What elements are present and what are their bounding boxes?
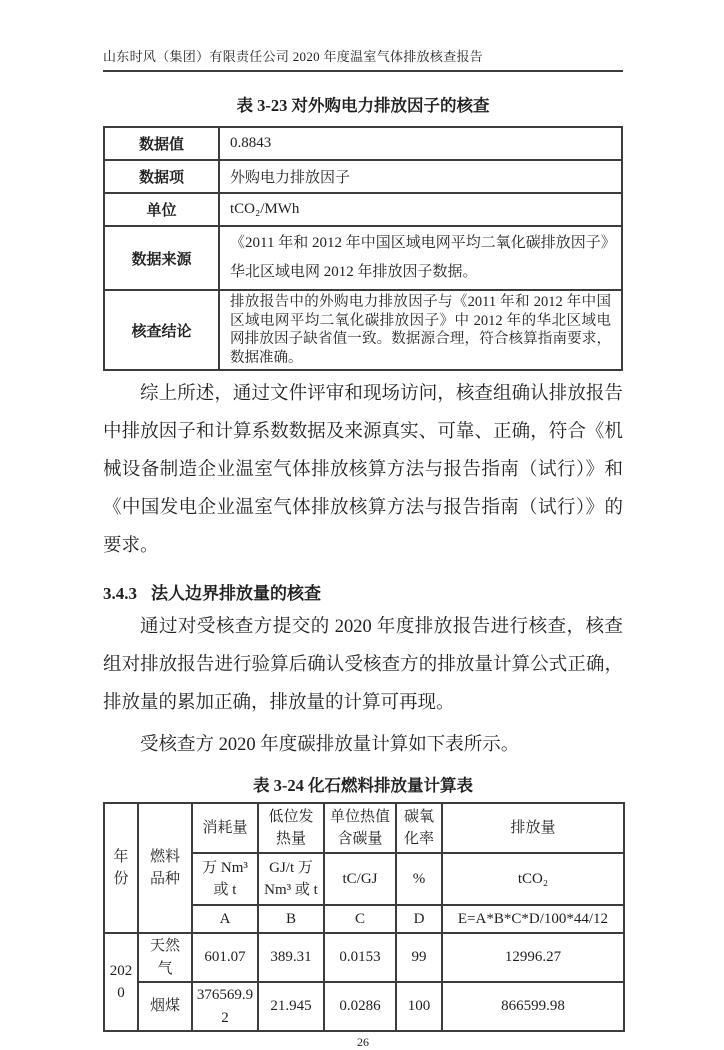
fuel-cell: 天然气 xyxy=(138,933,192,982)
table-3-23-title: 表 3-23 对外购电力排放因子的核查 xyxy=(236,96,490,115)
row-label: 数据值 xyxy=(104,127,219,160)
row-label: 单位 xyxy=(104,193,219,226)
header-row-names xyxy=(104,803,624,853)
col-header: 排放量 xyxy=(442,803,624,853)
value-cell: 376569.92 xyxy=(192,982,258,1031)
table-row xyxy=(104,127,622,160)
fuel-header-cell: 燃料品种 xyxy=(138,803,192,933)
section-title: 法人边界排放量的核查 xyxy=(151,584,321,603)
table-row xyxy=(104,160,622,193)
row-value: 外购电力排放因子 xyxy=(219,160,622,193)
table-3-24 xyxy=(103,802,625,1032)
value-cell: 21.945 xyxy=(258,982,324,1031)
value-cell: 12996.27 xyxy=(442,933,624,982)
value-cell: 100 xyxy=(396,982,442,1031)
col-code: A xyxy=(192,905,258,933)
table-row xyxy=(104,290,622,370)
section-number: 3.4.3 xyxy=(103,584,137,603)
data-row-natural-gas xyxy=(104,933,624,982)
col-code: E=A*B*C*D/100*44/12 xyxy=(442,905,624,933)
row-label: 数据来源 xyxy=(104,226,219,290)
table-row xyxy=(104,226,622,290)
col-header: 消耗量 xyxy=(192,803,258,853)
value-cell: 866599.98 xyxy=(442,982,624,1031)
row-value: tCO₂/MWh xyxy=(219,193,622,226)
col-unit: % xyxy=(396,853,442,905)
value-cell: 99 xyxy=(396,933,442,982)
col-unit: tCO₂ xyxy=(442,853,624,905)
col-unit: 万 Nm³ 或 t xyxy=(192,853,258,905)
row-value: 0.8843 xyxy=(219,127,622,160)
section-heading-3-4-3 xyxy=(103,579,623,604)
value-cell: 389.31 xyxy=(258,933,324,982)
row-value: 排放报告中的外购电力排放因子与《2011 年和 2012 年中国区域电网平均二氧化碳排放因子》中 2012 年的华北区域电网排放因子缺省值一致。数据源合理，符合核算指南要求，数据准确。 xyxy=(219,290,622,370)
col-code: B xyxy=(258,905,324,933)
paragraph-table-intro: 受核查方 2020 年度碳排放量计算如下表所示。 xyxy=(140,735,520,755)
paragraph-summary: 综上所述，通过文件评审和现场访问，核查组确认排放报告中排放因子和计算系数数据及来源真实、可靠、正确，符合《机械设备制造企业温室气体排放核算方法与报告指南（试行）》和《中国发电企业温室气体排放核算方法与报告指南（试行）》的要求。 xyxy=(103,384,623,556)
report-title: 山东时风（集团）有限责任公司 2020 年度温室气体排放核查报告 xyxy=(103,49,484,64)
col-header: 低位发热量 xyxy=(258,803,324,853)
fuel-cell: 烟煤 xyxy=(138,982,192,1031)
table-3-24-title: 表 3-24 化石燃料排放量计算表 xyxy=(253,776,473,795)
value-cell: 0.0153 xyxy=(324,933,396,982)
col-unit: GJ/t 万 Nm³ 或 t xyxy=(258,853,324,905)
row-label: 核查结论 xyxy=(104,290,219,370)
col-code: D xyxy=(396,905,442,933)
row-value: 《2011 年和 2012 年中国区域电网平均二氧化碳排放因子》华北区域电网 2012 年排放因子数据。 xyxy=(219,226,622,290)
page-number: 26 xyxy=(357,1035,369,1049)
year-cell: 2020 xyxy=(104,933,138,1031)
table-3-23 xyxy=(103,126,623,371)
running-header xyxy=(103,46,623,72)
paragraph-check: 通过对受核查方提交的 2020 年度排放报告进行核查，核查组对排放报告进行验算后确认受核查方的排放量计算公式正确，排放量的累加正确，排放量的计算可再现。 xyxy=(103,617,623,713)
year-header-cell: 年份 xyxy=(104,803,138,933)
value-cell: 601.07 xyxy=(192,933,258,982)
table-row xyxy=(104,193,622,226)
value-cell: 0.0286 xyxy=(324,982,396,1031)
col-header: 单位热值含碳量 xyxy=(324,803,396,853)
col-unit: tC/GJ xyxy=(324,853,396,905)
col-header: 碳氧化率 xyxy=(396,803,442,853)
row-label: 数据项 xyxy=(104,160,219,193)
col-code: C xyxy=(324,905,396,933)
